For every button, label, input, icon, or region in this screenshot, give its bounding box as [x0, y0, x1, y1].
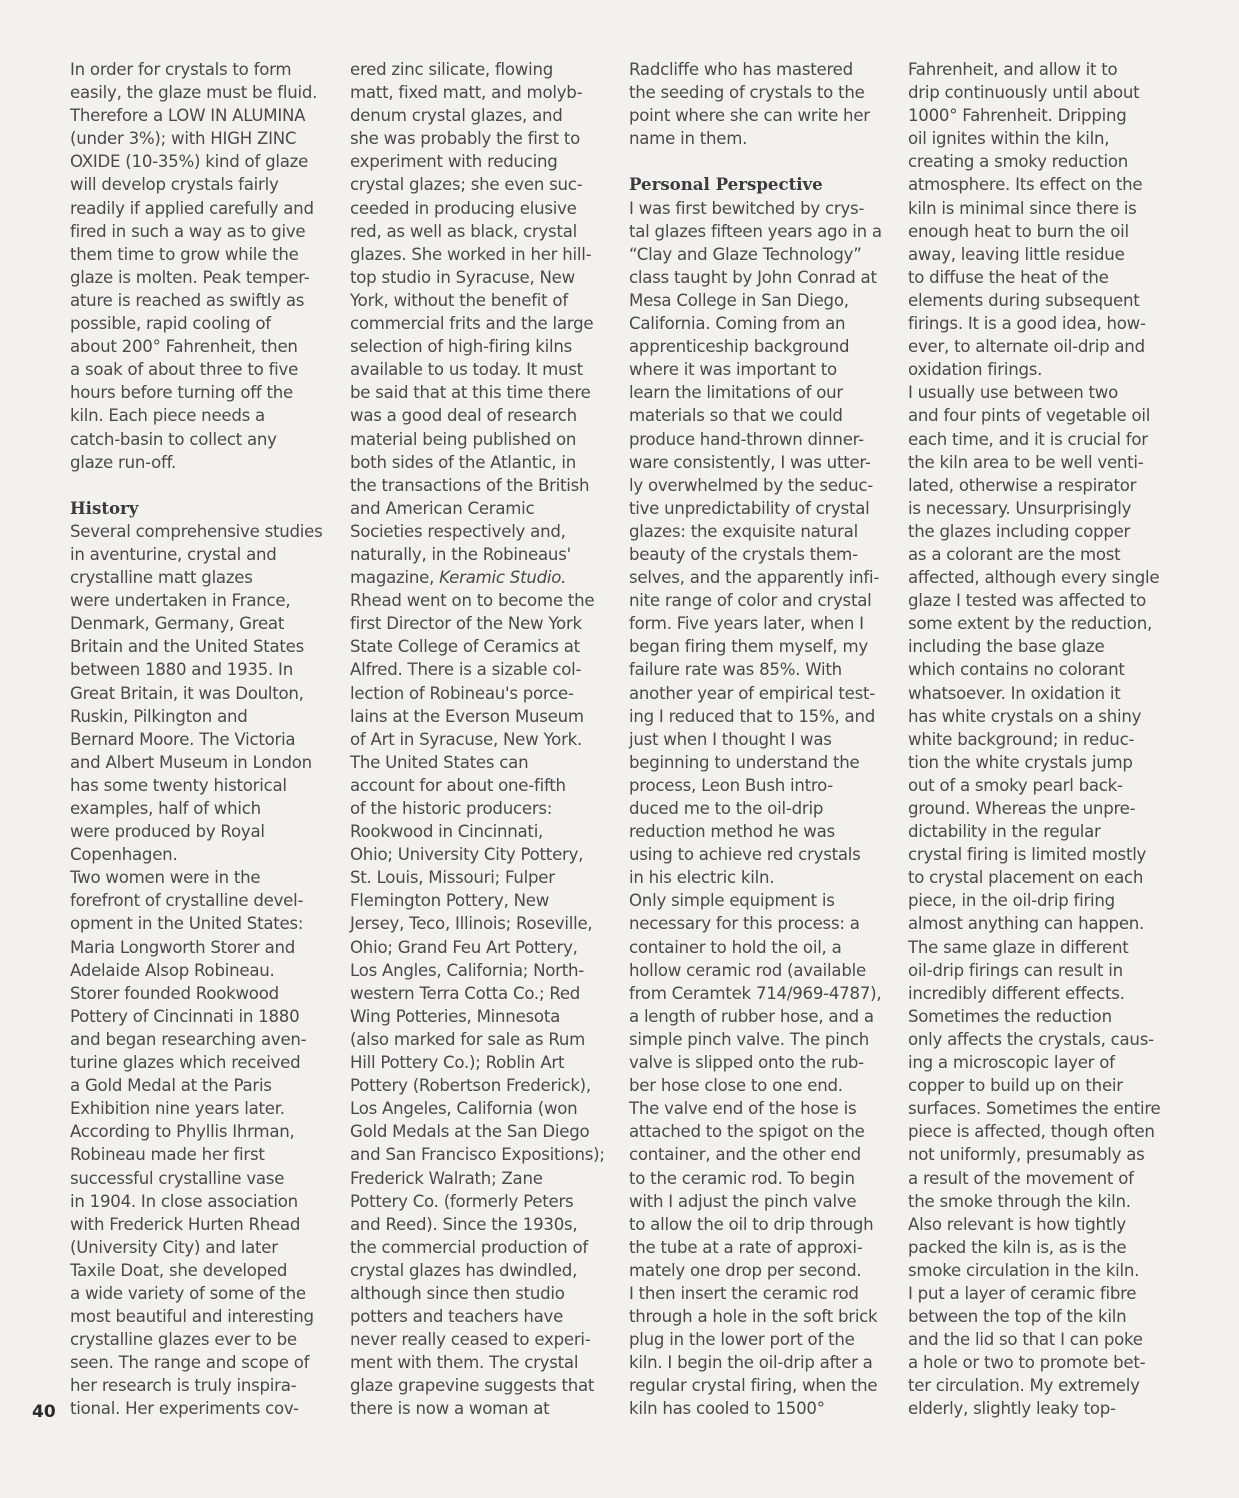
text-line: lated, otherwise a respirator [908, 475, 1137, 495]
text-line: examples, half of which [70, 799, 261, 818]
text-line: drip continuously until about [908, 83, 1140, 103]
text-line: out of a smoky pearl back- [908, 775, 1123, 795]
text-line: the glazes including copper [908, 521, 1131, 541]
text-line: in aventurine, crystal and [70, 544, 277, 564]
text-line: about 200° Fahrenheit, then [70, 337, 298, 357]
text-line: kiln. I begin the oil-drip after a [629, 1353, 873, 1373]
text-line: Pottery of Cincinnati in 1880 [70, 1006, 300, 1026]
text-line: ever, to alternate oil-drip and [908, 337, 1145, 357]
text-line: failure rate was 85%. With [629, 660, 842, 680]
text-line: ly overwhelmed by the seduc- [629, 475, 873, 495]
text-line: magazine, Keramic Studio. [350, 568, 567, 588]
text-line: a length of rubber hose, and a [629, 1006, 874, 1026]
text-line: hours before turning off the [70, 383, 293, 403]
text-line: mately one drop per second. [629, 1260, 862, 1280]
text-line: and the lid so that I can poke [908, 1330, 1143, 1350]
text-line: firings. It is a good idea, how- [908, 314, 1146, 334]
text-line: duced me to the oil-drip [629, 799, 824, 818]
text-line: she was probably the first to [350, 129, 581, 149]
text-line: In order for crystals to form [70, 60, 292, 79]
text-line: were produced by Royal [70, 822, 265, 842]
text-line: I usually use between two [908, 383, 1118, 403]
text-line: (University City) and later [70, 1237, 278, 1257]
text-line: 1000° Fahrenheit. Dripping [908, 106, 1127, 126]
text-line: and Albert Museum in London [70, 752, 312, 772]
text-line: to crystal placement on each [908, 868, 1144, 888]
text-line: Rookwood in Cincinnati, [350, 822, 544, 842]
text-line: container to hold the oil, a [629, 937, 842, 957]
text-line: Los Angles, California; North- [350, 960, 585, 980]
text-line: Maria Longworth Storer and [70, 937, 296, 957]
text-line: Sometimes the reduction [908, 1006, 1112, 1026]
text-line: name in them. [629, 129, 748, 149]
text-line: the transactions of the British [350, 475, 590, 495]
text-line: and Reed). Since the 1930s, [350, 1214, 578, 1234]
text-line: Exhibition nine years later. [70, 1099, 285, 1119]
text-line: ter circulation. My extremely [908, 1376, 1140, 1396]
text-line: valve is slipped onto the rub- [629, 1053, 864, 1073]
magazine-title: Keramic Studio. [439, 568, 567, 588]
text-line: denum crystal glazes, and [350, 106, 563, 126]
text-line: ing I reduced that to 15%, and [629, 706, 876, 726]
text-line: Ohio; Grand Feu Art Pottery, [350, 937, 578, 957]
text-line: Pottery Co. (formerly Peters [350, 1191, 574, 1211]
text-line: kiln. Each piece needs a [70, 406, 265, 426]
text-line: OXIDE (10-35%) kind of glaze [70, 152, 309, 172]
text-line: regular crystal firing, when the [629, 1376, 878, 1396]
text-line: a Gold Medal at the Paris [70, 1076, 272, 1096]
text-line: forefront of crystalline devel- [70, 891, 304, 911]
text-line: her research is truly inspira- [70, 1376, 297, 1396]
text-line: kiln is minimal since there is [908, 198, 1137, 218]
text-line: to diffuse the heat of the [908, 267, 1109, 287]
text-line: easily, the glaze must be fluid. [70, 83, 318, 103]
text-line: crystal glazes has dwindled, [350, 1260, 578, 1280]
text-line: oxidation firings. [908, 360, 1043, 380]
text-line: the kiln area to be well venti- [908, 452, 1144, 472]
text-line: fired in such a way as to give [70, 221, 306, 241]
text-line: ware consistently, I was utter- [629, 452, 871, 472]
text-line: the tube at a rate of approxi- [629, 1237, 863, 1257]
text-line: ceeded in producing elusive [350, 198, 577, 218]
text-line: through a hole in the soft brick [629, 1307, 878, 1327]
text-line: beginning to understand the [629, 752, 860, 772]
paragraph-gap [70, 474, 318, 497]
text-line: most beautiful and interesting [70, 1307, 314, 1327]
text-line: which contains no colorant [908, 660, 1125, 680]
text-line: copper to build up on their [908, 1076, 1123, 1096]
text-line: will develop crystals fairly [70, 175, 279, 195]
text-line: The valve end of the hose is [629, 1099, 857, 1119]
text-line: lains at the Everson Museum [350, 706, 584, 726]
text-line: selection of high-firing kilns [350, 337, 572, 357]
text-line: Gold Medals at the San Diego [350, 1122, 590, 1142]
text-line: whatsoever. In oxidation it [908, 683, 1121, 703]
text-line: Mesa College in San Diego, [629, 290, 849, 310]
text-line: with I adjust the pinch valve [629, 1191, 857, 1211]
text-line: produce hand-thrown dinner- [629, 429, 864, 449]
text-line: Taxile Doat, she developed [70, 1260, 288, 1280]
text-line: them time to grow while the [70, 244, 299, 264]
text-line: glazes. She worked in her hill- [350, 244, 592, 264]
text-line: tive unpredictability of crystal [629, 498, 870, 518]
text-line: red, as well as black, crystal [350, 221, 577, 241]
text-line: where it was important to [629, 360, 837, 380]
text-line: atmosphere. Its effect on the [908, 175, 1143, 195]
text-line: ature is reached as swiftly as [70, 290, 305, 310]
text-line: container, and the other end [629, 1145, 861, 1165]
text-line: Fahrenheit, and allow it to [908, 60, 1118, 79]
text-line: of Art in Syracuse, New York. [350, 729, 583, 749]
text-line: Los Angeles, California (won [350, 1099, 578, 1119]
text-line: kiln has cooled to 1500° [629, 1399, 825, 1419]
text-line: in his electric kiln. [629, 868, 775, 888]
text-line: I was first bewitched by crys- [629, 198, 865, 218]
text-line: class taught by John Conrad at [629, 267, 877, 287]
text-line: Several comprehensive studies [70, 521, 323, 541]
text-line: tional. Her experiments cov- [70, 1399, 299, 1419]
text-line: creating a smoky reduction [908, 152, 1129, 172]
text-line: western Terra Cotta Co.; Red [350, 983, 581, 1003]
text-line: beauty of the crystals them- [629, 544, 858, 564]
text-line: the smoke through the kiln. [908, 1191, 1131, 1211]
text-line: be said that at this time there [350, 383, 591, 403]
text-line: Therefore a LOW IN ALUMINA [70, 106, 306, 126]
text-line: Ruskin, Pilkington and [70, 706, 248, 726]
text-line: including the base glaze [908, 637, 1105, 657]
text-line: process, Leon Bush intro- [629, 775, 834, 795]
text-line: piece is affected, though often [908, 1122, 1155, 1142]
text-line: ered zinc silicate, flowing [350, 60, 554, 79]
text-line: Only simple equipment is [629, 891, 835, 911]
text-line: surfaces. Sometimes the entire [908, 1099, 1161, 1119]
text-line: necessary for this process: a [629, 914, 860, 934]
text-line: State College of Ceramics at [350, 637, 580, 657]
text-line: top studio in Syracuse, New [350, 267, 575, 287]
text-line: not uniformly, presumably as [908, 1145, 1145, 1165]
text-line: Adelaide Alsop Robineau. [70, 960, 275, 980]
text-line: each time, and it is crucial for [908, 429, 1148, 449]
text-line: turine glazes which received [70, 1053, 301, 1073]
text-line: Ohio; University City Pottery, [350, 845, 584, 865]
text-line: “Clay and Glaze Technology” [629, 244, 862, 264]
text-line: (under 3%); with HIGH ZINC [70, 129, 297, 149]
text-line: a result of the movement of [908, 1168, 1134, 1188]
page-number: 40 [32, 1402, 56, 1422]
text-line: were undertaken in France, [70, 591, 291, 611]
text-line: Britain and the United States [70, 637, 305, 657]
text-line: seen. The range and scope of [70, 1353, 310, 1373]
text-line: between 1880 and 1935. In [70, 660, 293, 680]
text-line: catch-basin to collect any [70, 429, 277, 449]
text-line: St. Louis, Missouri; Fulper [350, 868, 555, 888]
text-line: from Ceramtek 714/969-4787), [629, 983, 882, 1003]
text-line: I put a layer of ceramic fibre [908, 1283, 1137, 1303]
text-line: crystalline matt glazes [70, 568, 253, 588]
text-line: only affects the crystals, caus- [908, 1029, 1154, 1049]
text-line: has some twenty historical [70, 775, 287, 795]
text-line: (also marked for sale as Rum [350, 1029, 586, 1049]
text-line: to allow the oil to drip through [629, 1214, 874, 1234]
text-line: Copenhagen. [70, 845, 178, 865]
text-line: Wing Potteries, Minnesota [350, 1006, 560, 1026]
text-line: oil-drip firings can result in [908, 960, 1123, 980]
text-line: ber hose close to one end. [629, 1076, 843, 1096]
text-line: was a good deal of research [350, 406, 577, 426]
text-line: in 1904. In close association [70, 1191, 298, 1211]
text-line: dictability in the regular [908, 822, 1101, 842]
text-line: away, leaving little residue [908, 244, 1125, 264]
text-line: form. Five years later, when I [629, 614, 864, 634]
text-line: Robineau made her first [70, 1145, 265, 1165]
text-line: available to us today. It must [350, 360, 583, 380]
text-line: packed the kiln is, as is the [908, 1237, 1127, 1257]
text-line: Also relevant is how tightly [908, 1214, 1126, 1234]
text-line: material being published on [350, 429, 577, 449]
text-line: The United States can [350, 752, 529, 772]
text-line: elements during subsequent [908, 290, 1140, 310]
text-line: of the historic producers: [350, 799, 553, 818]
text-line: commercial frits and the large [350, 314, 594, 334]
text-line: crystalline glazes ever to be [70, 1330, 297, 1350]
text-line: possible, rapid cooling of [70, 314, 271, 334]
text-line: crystal firing is limited mostly [908, 845, 1147, 865]
text-line: California. Coming from an [629, 314, 846, 334]
text-line: first Director of the New York [350, 614, 582, 634]
text-line: hollow ceramic rod (available [629, 960, 866, 980]
text-line: a hole or two to promote bet- [908, 1353, 1146, 1373]
text-line: glaze I tested was affected to [908, 591, 1147, 611]
text-line: the commercial production of [350, 1237, 588, 1257]
text-line: point where she can write her [629, 106, 870, 126]
text-line: and four pints of vegetable oil [908, 406, 1151, 426]
text-line: successful crystalline vase [70, 1168, 285, 1188]
text-line: I then insert the ceramic rod [629, 1283, 859, 1303]
text-line: experiment with reducing [350, 152, 558, 172]
text-line: glaze grapevine suggests that [350, 1376, 595, 1396]
text-line: enough heat to burn the oil [908, 221, 1129, 241]
section-heading: History [70, 497, 139, 518]
text-line: Denmark, Germany, Great [70, 614, 285, 634]
text-line: Hill Pottery Co.); Roblin Art [350, 1053, 565, 1073]
text-line: a soak of about three to five [70, 360, 299, 380]
text-line: began firing them myself, my [629, 637, 868, 657]
text-line: Radcliffe who has mastered [629, 60, 853, 79]
section-heading: Personal Perspective [629, 174, 823, 195]
text-line: glaze is molten. Peak temper- [70, 267, 310, 287]
text-line: Societies respectively and, [350, 521, 566, 541]
text-line: both sides of the Atlantic, in [350, 452, 576, 472]
text-line: According to Phyllis Ihrman, [70, 1122, 295, 1142]
paragraph-gap [629, 150, 877, 173]
text-line: tion the white crystals jump [908, 752, 1133, 772]
text-line: has white crystals on a shiny [908, 706, 1142, 726]
text-line: another year of empirical test- [629, 683, 875, 703]
text-line: affected, although every single [908, 568, 1160, 588]
text-line: and began researching aven- [70, 1029, 307, 1049]
text-line: between the top of the kiln [908, 1307, 1127, 1327]
text-line: attached to the spigot on the [629, 1122, 865, 1142]
text-line: piece, in the oil-drip firing [908, 891, 1115, 911]
text-line: Frederick Walrath; Zane [350, 1168, 543, 1188]
text-line: crystal glazes; she even suc- [350, 175, 583, 195]
text-line: learn the limitations of our [629, 383, 843, 403]
text-line: York, without the benefit of [350, 290, 568, 310]
text-line: almost anything can happen. [908, 914, 1145, 934]
text-line: oil ignites within the kiln, [908, 129, 1110, 149]
text-line: apprenticeship background [629, 337, 850, 357]
text-column-1 [70, 58, 323, 1421]
text-column-4 [908, 58, 1161, 1421]
text-line: elderly, slightly leaky top- [908, 1399, 1116, 1419]
text-line: never really ceased to experi- [350, 1330, 591, 1350]
text-line: as a colorant are the most [908, 544, 1121, 564]
text-line: Pottery (Robertson Frederick), [350, 1076, 591, 1096]
text-line: there is now a woman at [350, 1399, 550, 1419]
text-line: account for about one-fifth [350, 775, 566, 795]
text-line: readily if applied carefully and [70, 198, 314, 218]
text-line: nite range of color and crystal [629, 591, 872, 611]
text-line: to the ceramic rod. To begin [629, 1168, 855, 1188]
text-line: selves, and the apparently infi- [629, 568, 880, 588]
text-line: Jersey, Teco, Illinois; Roseville, [350, 914, 593, 934]
text-line: Bernard Moore. The Victoria [70, 729, 296, 749]
text-line: Flemington Pottery, New [350, 891, 550, 911]
text-line: simple pinch valve. The pinch [629, 1029, 869, 1049]
text-line: Alfred. There is a sizable col- [350, 660, 582, 680]
text-line: The same glaze in different [908, 937, 1129, 957]
text-line: just when I thought I was [629, 729, 832, 749]
text-line: tal glazes fifteen years ago in a [629, 221, 882, 241]
text-line: lection of Robineau's porce- [350, 683, 574, 703]
text-line: naturally, in the Robineaus' [350, 544, 571, 564]
text-line: glaze run-off. [70, 452, 177, 472]
text-line: matt, fixed matt, and molyb- [350, 83, 583, 103]
text-line: Great Britain, it was Doulton, [70, 683, 304, 703]
text-line: potters and teachers have [350, 1307, 564, 1327]
text-line: and San Francisco Expositions); [350, 1145, 605, 1165]
text-line: some extent by the reduction, [908, 614, 1152, 634]
text-line: is necessary. Unsurprisingly [908, 498, 1132, 518]
text-line: ground. Whereas the unpre- [908, 799, 1136, 818]
text-line: reduction method he was [629, 822, 835, 842]
text-line: glazes: the exquisite natural [629, 521, 858, 541]
text-line: opment in the United States: [70, 914, 304, 934]
text-line: smoke circulation in the kiln. [908, 1260, 1140, 1280]
text-line: a wide variety of some of the [70, 1283, 306, 1303]
text-line: the seeding of crystals to the [629, 83, 865, 103]
text-column-3 [629, 58, 882, 1421]
text-line: Rhead went on to become the [350, 591, 595, 611]
text-line: materials so that we could [629, 406, 843, 426]
text-line: with Frederick Hurten Rhead [70, 1214, 301, 1234]
text-line: ing a microscopic layer of [908, 1053, 1115, 1073]
text-line: ment with them. The crystal [350, 1353, 579, 1373]
text-line: and American Ceramic [350, 498, 535, 518]
text-line: incredibly different effects. [908, 983, 1125, 1003]
text-line: Storer founded Rookwood [70, 983, 279, 1003]
text-line: using to achieve red crystals [629, 845, 861, 865]
text-line: Two women were in the [70, 868, 261, 888]
text-line: although since then studio [350, 1283, 565, 1303]
text-line: plug in the lower port of the [629, 1330, 855, 1350]
text-line: white background; in reduc- [908, 729, 1135, 749]
text-column-2 [350, 58, 605, 1421]
